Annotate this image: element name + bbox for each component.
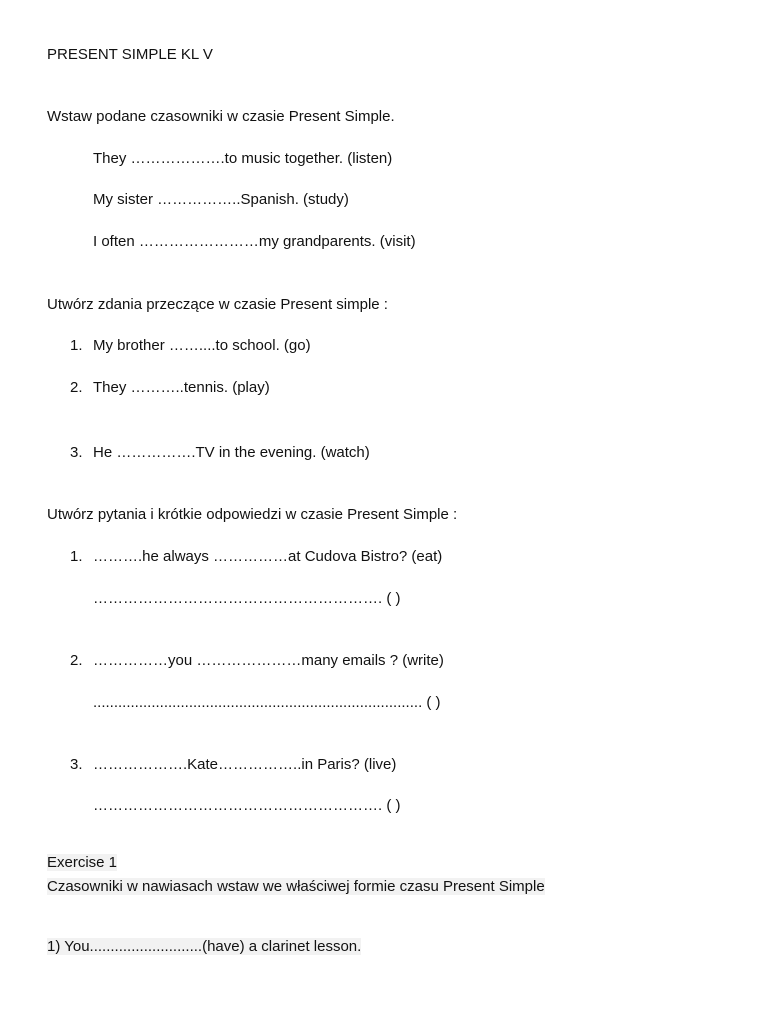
- exercise-instruction: [47, 877, 545, 897]
- section1-heading: Wstaw podane czasowniki w czasie Present Simple.: [47, 108, 395, 125]
- section2-heading: Utwórz zdania przeczące w czasie Present simple :: [47, 296, 388, 313]
- section1-item: My sister ……………..Spanish. (study): [93, 191, 349, 208]
- section2-item: He …………….TV in the evening. (watch): [93, 444, 370, 461]
- exercise-label: [47, 853, 117, 873]
- section2-item: They ………..tennis. (play): [93, 379, 270, 396]
- section3-question: ……….he always ……………at Cudova Bistro? (eat): [93, 548, 443, 565]
- section3-question: ……………….Kate……………..in Paris? (live): [93, 756, 397, 773]
- list-number: 1.: [70, 337, 83, 354]
- section3-answer: …………………………………………………. ( ): [93, 590, 401, 607]
- section3-question: ……………you …………………many emails ? (write): [93, 652, 444, 669]
- list-number: 2.: [70, 652, 83, 669]
- section3-answer: ............................................................................... ( ): [93, 694, 441, 711]
- list-number: 3.: [70, 756, 83, 773]
- exercise-label-text: Exercise 1: [47, 854, 118, 871]
- list-number: 2.: [70, 379, 83, 396]
- list-number: 1.: [70, 548, 83, 565]
- page-title: PRESENT SIMPLE KL V: [47, 46, 213, 63]
- section3-heading: Utwórz pytania i krótkie odpowiedzi w czasie Present Simple :: [47, 506, 458, 523]
- exercise-item-text: 1) You...........................(have) a clarinet lesson.: [47, 938, 362, 955]
- section1-item: I often ……………………my grandparents. (visit): [93, 233, 416, 250]
- exercise-instruction-text: Czasowniki w nawiasach wstaw we właściwej formie czasu Present Simple: [47, 878, 545, 895]
- list-number: 3.: [70, 444, 83, 461]
- exercise-item: [47, 937, 361, 957]
- section1-item: They ……………….to music together. (listen): [93, 150, 393, 167]
- section2-item: My brother ……....to school. (go): [93, 337, 311, 354]
- section3-answer: …………………………………………………. ( ): [93, 797, 401, 814]
